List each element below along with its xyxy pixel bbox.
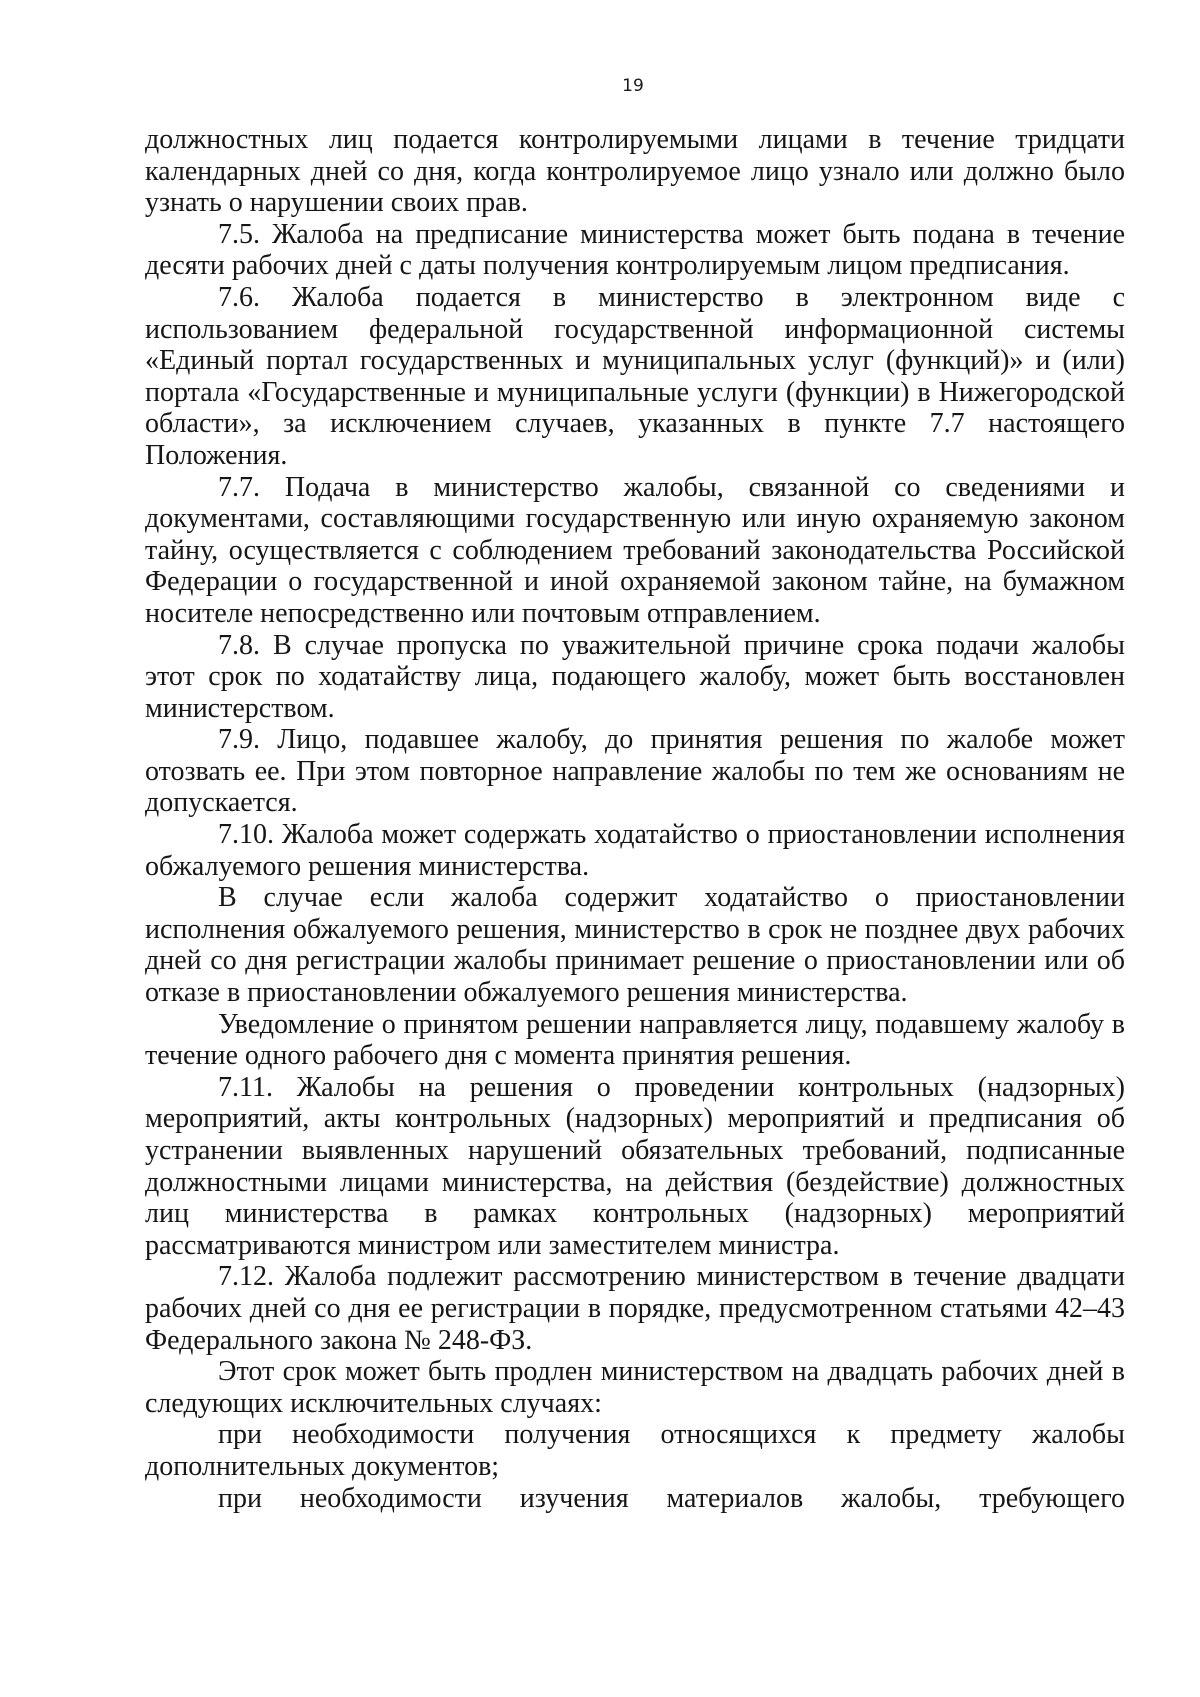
paragraph-continuation: должностных лиц подается контролируемыми лицами в течение тридцати календарных дней со дня, когда контролируемое лицо узнало или должно было узнать о нарушении своих прав.: [145, 124, 1125, 219]
list-item-study-materials: при необходимости изучения материалов жалобы, требующего: [218, 1482, 1125, 1514]
list-item-additional-documents: при необходимости получения относящихся к предмету жалобы дополнительных документов;: [145, 1419, 1125, 1482]
page-number: 19: [622, 76, 644, 96]
paragraph-7-10-suspension: В случае если жалоба содержит ходатайство о приостановлении исполнения обжалуемого решения, министерство в срок не позднее двух рабочих дней со дня регистрации жалобы принимает решение о приостановлении или об отказе в приостановлении обжалуемого решения министерства.: [145, 882, 1125, 1009]
paragraph-7-10-notification: Уведомление о принятом решении направляется лицу, подавшему жалобу в течение одного рабочего дня с момента принятия решения.: [145, 1008, 1125, 1072]
document-body: [145, 124, 1125, 1514]
paragraph-7-5: 7.5. Жалоба на предписание министерства может быть подана в течение десяти рабочих дней с даты получения контролируемым лицом предписания.: [145, 218, 1125, 282]
paragraph-7-6: 7.6. Жалоба подается в министерство в электронном виде с использованием федеральной государственной информационной системы «Единый портал государственных и муниципальных услуг (функций)» и (или) портала «Государственные и муниципальные услуги (функции) в Нижегородской области», за исключением случаев, указанных в пункте 7.7 настоящего Положения.: [145, 281, 1125, 471]
paragraph-7-12: 7.12. Жалоба подлежит рассмотрению министерством в течение двадцати рабочих дней со дня ее регистрации в порядке, предусмотренном статьями 42–43 Федерального закона № 248-ФЗ.: [145, 1261, 1125, 1356]
paragraph-7-7: 7.7. Подача в министерство жалобы, связанной со сведениями и документами, составляющими государственную или иную охраняемую законом тайну, осуществляется с соблюдением требований законодательства Российской Федерации о государственной и иной охраняемой законом тайне, на бумажном носителе непосредственно или почтовым отправлением.: [145, 471, 1125, 629]
paragraph-7-11: 7.11. Жалобы на решения о проведении контрольных (надзорных) мероприятий, акты контрольных (надзорных) мероприятий и предписания об устранении выявленных нарушений обязательных требований, подписанные должностными лицами министерства, на действия (бездействие) должностных лиц министерства в рамках контрольных (надзорных) мероприятий рассматриваются министром или заместителем министра.: [145, 1071, 1125, 1261]
paragraph-7-12-extension: Этот срок может быть продлен министерством на двадцать рабочих дней в следующих исключительных случаях:: [145, 1356, 1125, 1419]
paragraph-7-10: 7.10. Жалоба может содержать ходатайство о приостановлении исполнения обжалуемого решения министерства.: [145, 819, 1125, 882]
paragraph-7-9: 7.9. Лицо, подавшее жалобу, до принятия решения по жалобе может отозвать ее. При этом повторное направление жалобы по тем же основаниям не допускается.: [145, 724, 1125, 819]
paragraph-7-8: 7.8. В случае пропуска по уважительной причине срока подачи жалобы этот срок по ходатайству лица, подающего жалобу, может быть восстановлен министерством.: [145, 629, 1125, 724]
